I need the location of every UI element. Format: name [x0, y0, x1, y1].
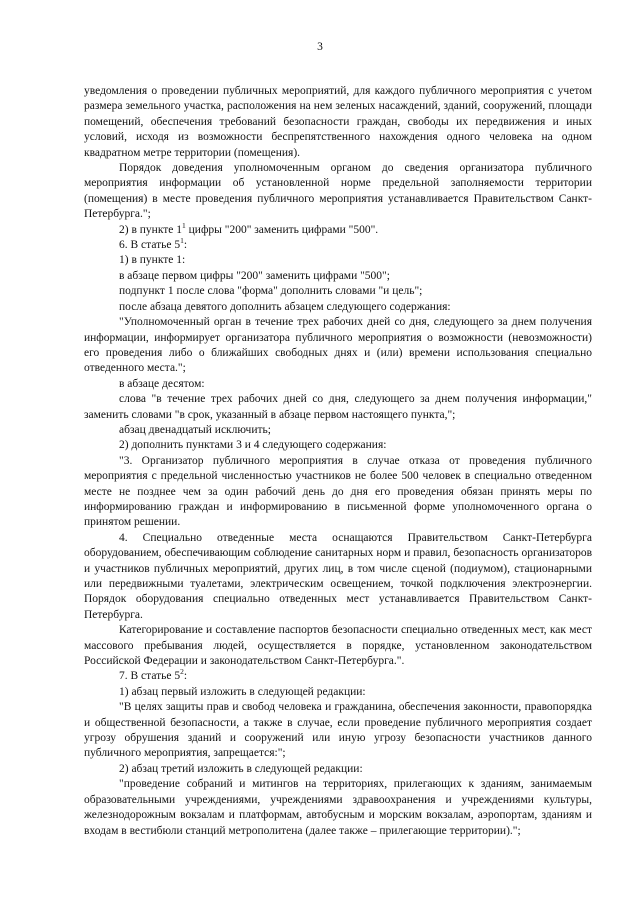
- text-part: 6. В статье 5: [119, 239, 181, 252]
- paragraph-article-heading: [84, 238, 592, 253]
- paragraph: 1) абзац первый изложить в следующей редакции:: [119, 685, 366, 698]
- paragraph: в абзаце первом цифры "200" заменить цифрами "500";: [119, 269, 390, 282]
- paragraph: в абзаце десятом:: [119, 377, 205, 390]
- paragraph-quote: "В целях защиты прав и свобод человека и гражданина, обеспечения законности, правопорядка и общественной безопасности, а также в случае, если проведение публичного мероприятия создает угрозу обрушения зданий и сооружений или иную угрозу безопасности участников данного публичного мероприятия, запрещается:";: [84, 701, 592, 760]
- paragraph: 1) в пункте 1:: [119, 254, 186, 267]
- page-number: 3: [317, 41, 323, 53]
- superscript: 1: [180, 236, 184, 246]
- paragraph: 2) дополнить пунктами 3 и 4 следующего содержания:: [119, 439, 387, 452]
- paragraph-item-2: [84, 220, 592, 238]
- paragraph-categorization: Категорирование и составление паспортов безопасности специально отведенных мест, как мест массового пребывания людей, осуществляется в порядке, установленном законодательством Российской Федерации и законодательством Санкт-Петербурга.".: [84, 624, 592, 668]
- paragraph-article-heading: [84, 669, 592, 684]
- paragraph-point-3: "3. Организатор публичного мероприятия в случае отказа от проведения публичного мероприятия с предельной численностью участников не более 500 человек в специально отведенном месте не позднее чем за один рабочий день до дня его проведения обязан принять меры по информированию граждан и информированию в письменной форме уполномоченного органа о принятом решении.: [84, 454, 592, 529]
- text-part: 2) в пункте 1: [119, 223, 183, 236]
- paragraph-procedure: Порядок доведения уполномоченным органом до сведения организатора публичного мероприятия информации об установленной норме предельной заполняемости территории (помещения) в месте проведения публичного мероприятия устанавливается Правительством Санкт-Петербурга.";: [84, 162, 592, 221]
- paragraph: после абзаца девятого дополнить абзацем следующего содержания:: [119, 300, 451, 313]
- paragraph-point-4: 4. Специально отведенные места оснащаются Правительством Санкт-Петербурга оборудованием, обеспечивающим соблюдение санитарных норм и правил, безопасность организаторов и участников публичных мероприятий, других лиц, в том числе сценой (подиумом), стационарными или передвижными туалетами, электрическим освещением, точкой подключения электроэнергии. Порядок оборудования специально отведенных мест устанавливается Правительством Санкт-Петербурга.: [84, 531, 592, 621]
- paragraph: слова "в течение трех рабочих дней со дня, следующего за днем получения информации," заменить словами "в срок, указанный в абзаце первом настоящего пункта,";: [84, 393, 592, 421]
- paragraph: 2) абзац третий изложить в следующей редакции:: [119, 762, 363, 775]
- text-part: :: [183, 670, 188, 683]
- superscript: 2: [180, 667, 184, 677]
- paragraph-quote: "Уполномоченный орган в течение трех рабочих дней со дня, следующего за днем получения информации, информирует организатора публичного мероприятия о возможности (невозможности) его проведения либо о ближайших свободных днях и (или) времени использования специально отведенного места.";: [84, 316, 592, 375]
- document-body: [84, 84, 592, 839]
- text-part: 7. В статье 5: [119, 670, 181, 683]
- paragraph-continuation: уведомления о проведении публичных мероприятий, для каждого публичного мероприятия с учетом размера земельного участка, расположения на нем зеленых насаждений, зданий, сооружений, площади помещений, обеспечения требований безопасности граждан, свободы их передвижения и иных условий, исходя из возможности беспрепятственного нахождения одного человека на одном квадратном метре территории (помещения).: [84, 85, 592, 159]
- text-part: :: [183, 239, 188, 252]
- paragraph-quote: "проведение собраний и митингов на территориях, прилегающих к зданиям, занимаемым образовательными учреждениями, учреждениями здравоохранения и учреждениями культуры, железнодорожным вокзалам и платформам, автобусным и морским вокзалам, аэропортам, зданиям и входам в вестибюли станций метрополитена (далее также – прилегающие территории).";: [84, 778, 592, 837]
- text-part: цифры "200" заменить цифрами "500".: [185, 223, 379, 236]
- paragraph: абзац двенадцатый исключить;: [119, 423, 271, 436]
- superscript: 1: [182, 220, 186, 230]
- paragraph: подпункт 1 после слова "форма" дополнить словами "и цель";: [119, 285, 423, 298]
